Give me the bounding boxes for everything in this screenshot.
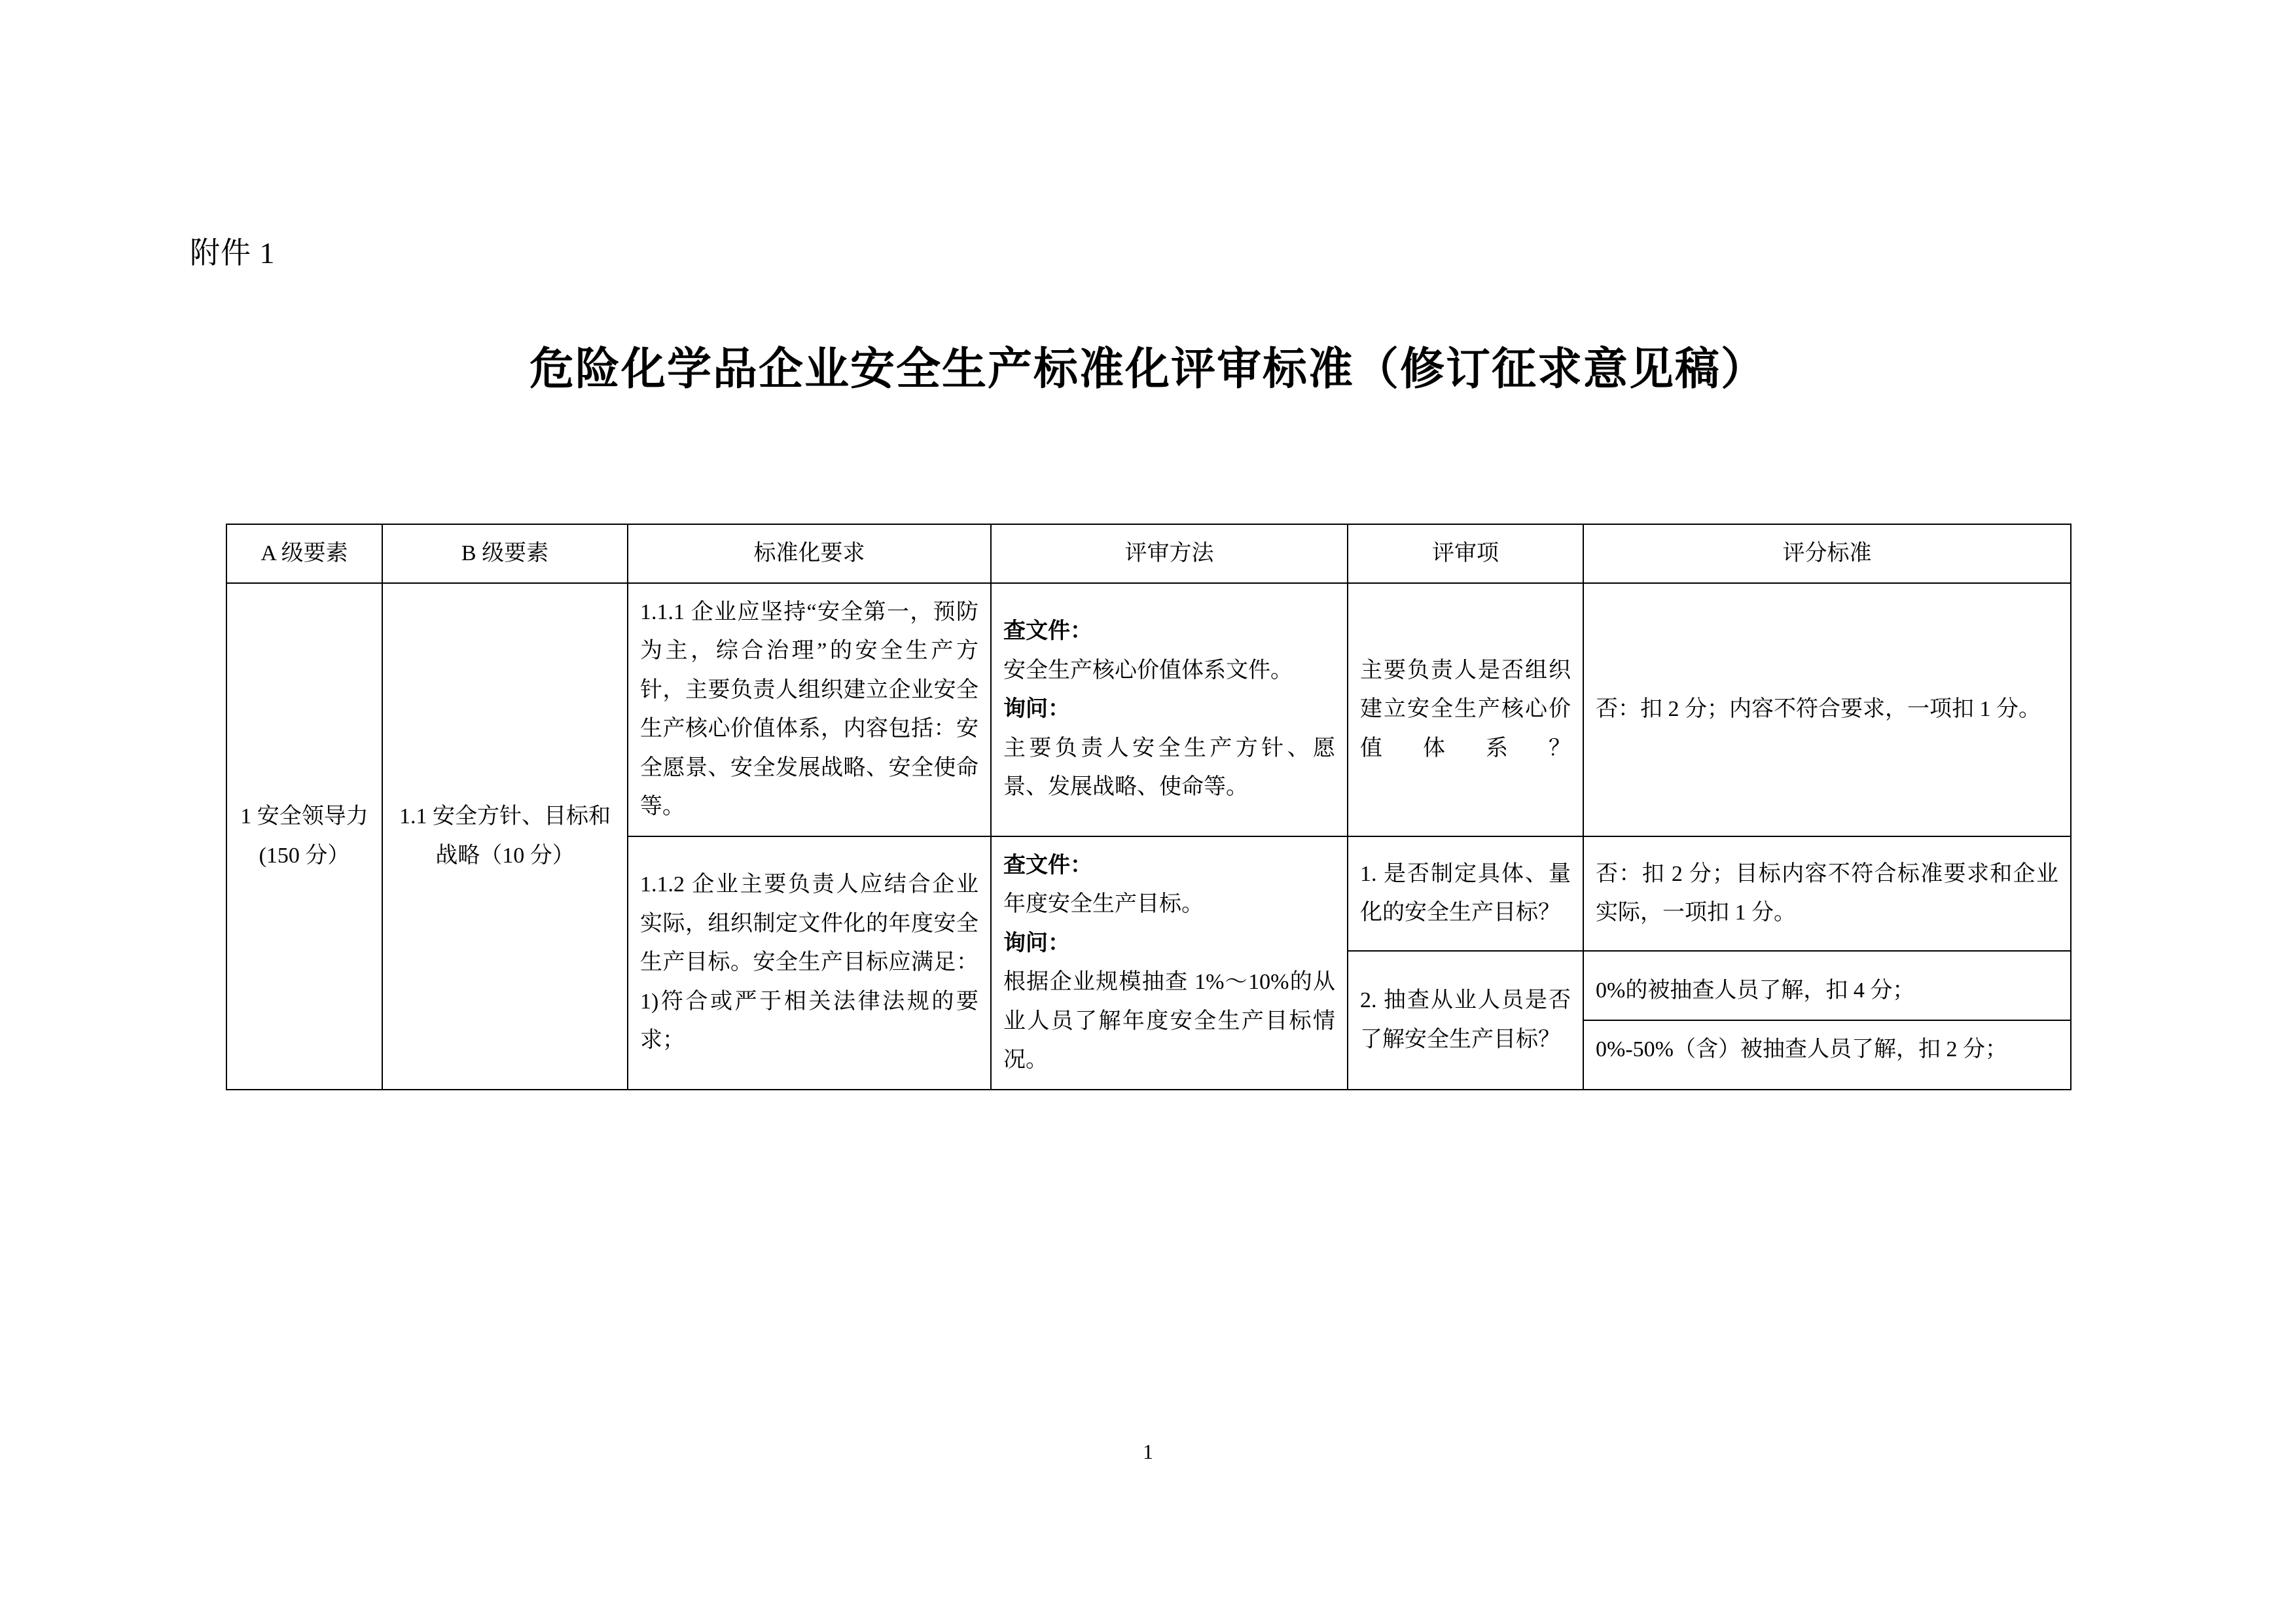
cell-score-1-1-2-b [1583,951,2071,1089]
cell-score-1-1-2-a: 否：扣 2 分；目标内容不符合标准要求和企业实际，一项扣 1 分。 [1583,836,2071,952]
cell-b-element: 1.1 安全方针、目标和战略（10 分） [382,583,628,1090]
attachment-label: 附件 1 [190,236,276,270]
column-header-standardization-requirement: 标准化要求 [628,524,991,583]
cell-requirement-1-1-1: 1.1.1 企业应坚持“安全第一，预防为主，综合治理”的安全生产方针，主要负责人组织建立企业安全生产核心价值体系，内容包括：安全愿景、安全发展战略、安全使命等。 [628,583,991,836]
cell-score-1-1-1: 否：扣 2 分；内容不符合要求，一项扣 1 分。 [1583,583,2071,836]
page-title: 危险化学品企业安全生产标准化评审标准（修订征求意见稿） [529,344,1767,394]
score-line-0-50-percent: 0%-50%（含）被抽查人员了解，扣 2 分； [1596,1037,2007,1061]
method-text-check-documents: 年度安全生产目标。 [1003,892,1204,916]
cell-method-1-1-1 [991,583,1348,836]
page-number: 1 [1143,1440,1153,1463]
method-label-interview: 询问： [1003,697,1070,722]
cell-requirement-1-1-2: 1.1.2 企业主要负责人应结合企业实际，组织制定文件化的年度安全生产目标。安全生产目标应满足：1)符合或严于相关法律法规的要求； [628,836,991,1090]
method-text-interview: 根据企业规模抽查 1%～10%的从业人员了解年度安全生产目标情况。 [1003,970,1335,1072]
method-label-check-documents: 查文件： [1003,619,1092,644]
cell-method-1-1-2 [991,836,1348,1090]
column-header-review-method: 评审方法 [991,524,1348,583]
method-text-check-documents: 安全生产核心价值体系文件。 [1003,658,1293,683]
review-criteria-table [226,524,2072,1090]
column-header-a-element: A 级要素 [226,524,382,583]
method-label-check-documents: 查文件： [1003,853,1092,878]
column-header-b-element: B 级要素 [382,524,628,583]
cell-review-item-1-1-2-b: 2. 抽查从业人员是否了解安全生产目标？ [1348,951,1583,1089]
table-row [226,583,2071,836]
cell-review-item-1-1-1: 主要负责人是否组织建立安全生产核心价值体系？ [1348,583,1583,836]
column-header-review-item: 评审项 [1348,524,1583,583]
method-text-interview: 主要负责人安全生产方针、愿景、发展战略、使命等。 [1003,736,1335,800]
score-line-0-percent: 0%的被抽查人员了解，扣 4 分； [1584,962,2070,1021]
cell-a-element: 1 安全领导力(150 分） [226,583,382,1090]
cell-review-item-1-1-2-a: 1. 是否制定具体、量化的安全生产目标？ [1348,836,1583,952]
method-label-interview: 询问： [1003,931,1070,955]
table-header-row [226,524,2071,583]
column-header-scoring-standard: 评分标准 [1583,524,2071,583]
